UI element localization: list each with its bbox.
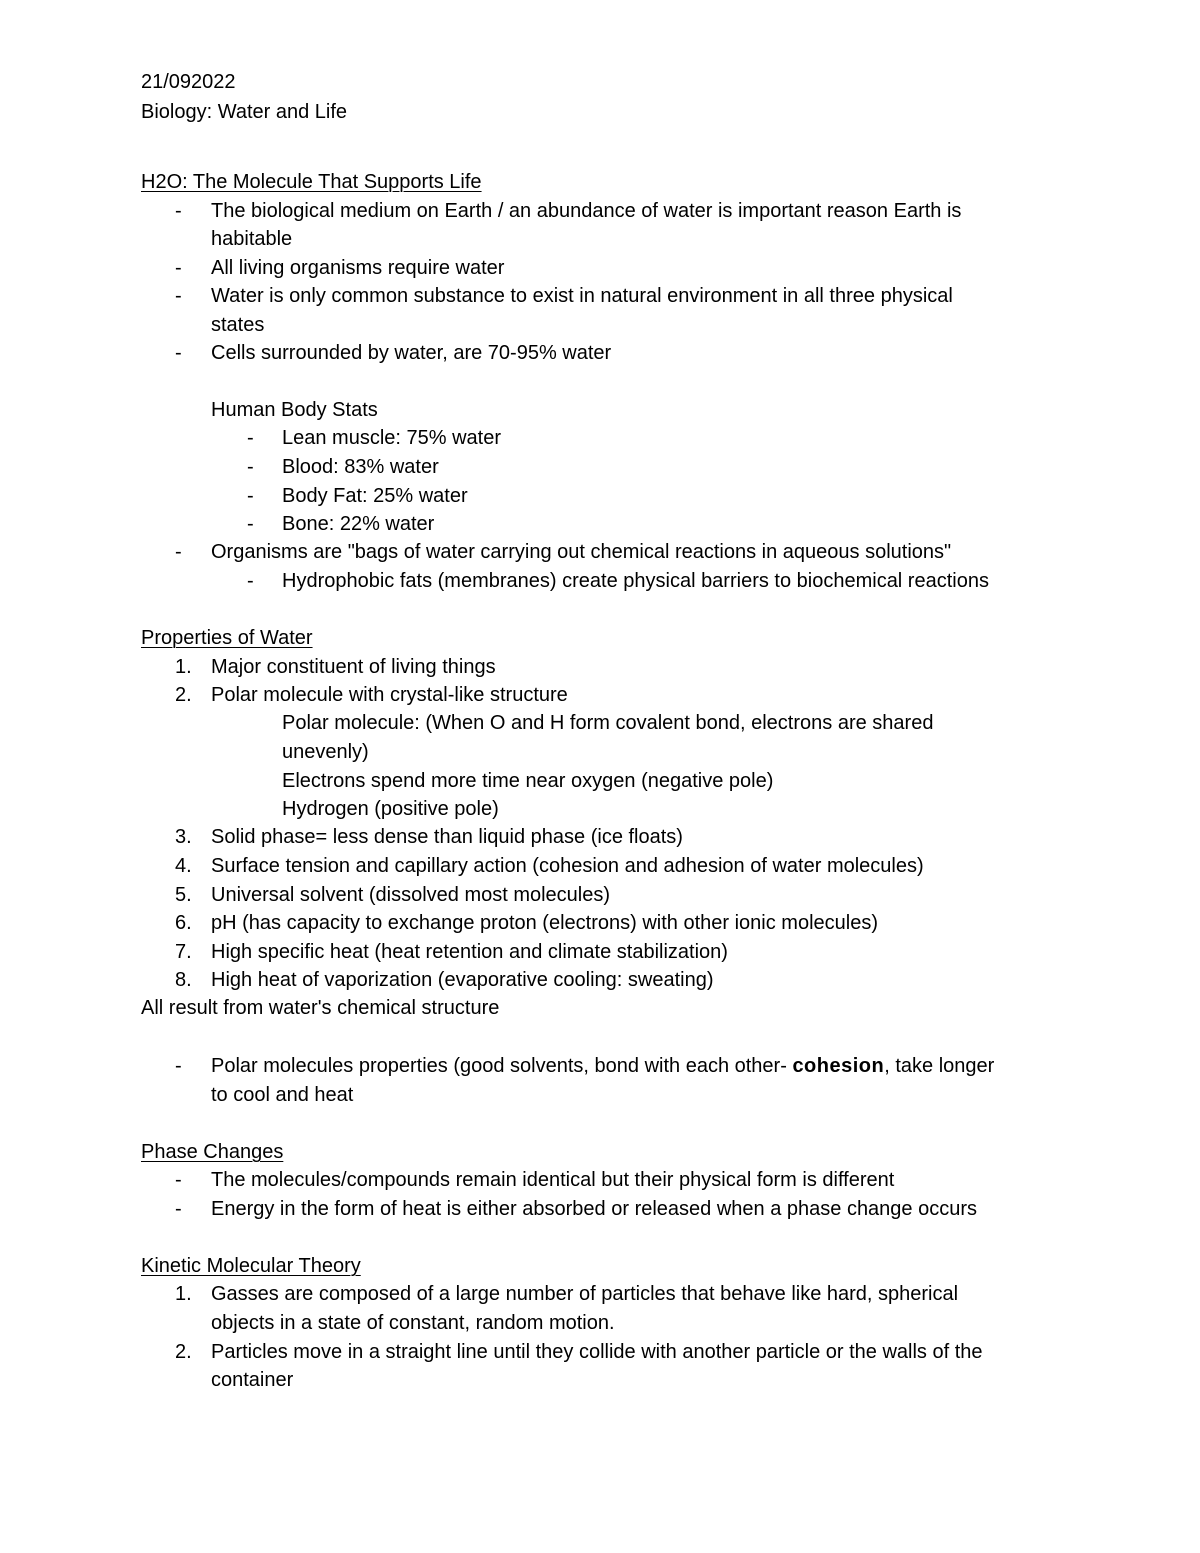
stat-item: Body Fat: 25% water [282, 485, 468, 507]
property-item: pH (has capacity to exchange proton (electrons) with other ionic molecules) [211, 912, 878, 934]
property-item: Polar molecule with crystal-like structure [211, 684, 568, 706]
polar-properties-bullet-cont: to cool and heat [211, 1084, 354, 1106]
organisms-sub-bullet: Hydrophobic fats (membranes) create physical barriers to biochemical reactions [282, 570, 989, 592]
document-title: Biology: Water and Life [141, 101, 348, 123]
bullet-dash: - [175, 257, 182, 279]
list-number: 5. [175, 884, 192, 906]
polar-note: unevenly) [282, 741, 369, 763]
polar-note: Polar molecule: (When O and H form covalent bond, electrons are shared [282, 712, 934, 734]
list-number: 1. [175, 1283, 192, 1305]
property-item: High specific heat (heat retention and climate stabilization) [211, 941, 728, 963]
phase-heading: Phase Changes [141, 1141, 284, 1163]
polar-properties-bullet [211, 1052, 994, 1081]
bullet-dash: - [247, 570, 254, 592]
h2o-heading: H2O: The Molecule That Supports Life [141, 171, 482, 193]
h2o-bullet-2: All living organisms require water [211, 257, 505, 279]
human-body-stats-label: Human Body Stats [211, 399, 378, 421]
h2o-bullet-3-cont: states [211, 314, 265, 336]
property-item: High heat of vaporization (evaporative cooling: sweating) [211, 969, 714, 991]
list-number: 4. [175, 855, 192, 877]
properties-summary: All result from water's chemical structure [141, 997, 500, 1019]
bullet-dash: - [175, 285, 182, 307]
h2o-bullet-1-cont: habitable [211, 228, 293, 250]
stat-item: Lean muscle: 75% water [282, 427, 502, 449]
property-item: Major constituent of living things [211, 656, 496, 678]
bullet-dash: - [175, 541, 182, 563]
list-number: 1. [175, 656, 192, 678]
property-item: Solid phase= less dense than liquid phase (ice floats) [211, 826, 683, 848]
h2o-bullet-3: Water is only common substance to exist in natural environment in all three physical [211, 285, 953, 307]
bullet-dash: - [175, 342, 182, 364]
kinetic-item: Particles move in a straight line until they collide with another particle or the walls of the [211, 1341, 983, 1363]
list-number: 2. [175, 1341, 192, 1363]
polar-text-after: , take longer [884, 1055, 995, 1077]
kinetic-item-cont: container [211, 1369, 294, 1391]
bullet-dash: - [175, 1198, 182, 1220]
h2o-bullet-4: Cells surrounded by water, are 70-95% water [211, 342, 612, 364]
h2o-bullet-1: The biological medium on Earth / an abundance of water is important reason Earth is [211, 200, 962, 222]
polar-note: Electrons spend more time near oxygen (negative pole) [282, 770, 774, 792]
bullet-dash: - [247, 456, 254, 478]
properties-heading: Properties of Water [141, 627, 313, 649]
bullet-dash: - [175, 1055, 182, 1077]
bullet-dash: - [175, 1169, 182, 1191]
phase-bullet: Energy in the form of heat is either absorbed or released when a phase change occurs [211, 1198, 978, 1220]
list-number: 3. [175, 826, 192, 848]
property-item: Universal solvent (dissolved most molecules) [211, 884, 611, 906]
bullet-dash: - [247, 427, 254, 449]
organisms-bullet: Organisms are "bags of water carrying out chemical reactions in aqueous solutions" [211, 541, 952, 563]
stat-item: Bone: 22% water [282, 513, 435, 535]
cohesion-bold: cohesion [792, 1055, 885, 1077]
stat-item: Blood: 83% water [282, 456, 439, 478]
list-number: 2. [175, 684, 192, 706]
kinetic-item-cont: objects in a state of constant, random motion. [211, 1312, 615, 1334]
bullet-dash: - [247, 513, 254, 535]
bullet-dash: - [247, 485, 254, 507]
bullet-dash: - [175, 200, 182, 222]
kinetic-heading: Kinetic Molecular Theory [141, 1255, 361, 1277]
list-number: 8. [175, 969, 192, 991]
date-line: 21/092022 [141, 71, 236, 93]
phase-bullet: The molecules/compounds remain identical but their physical form is different [211, 1169, 895, 1191]
polar-text-before: Polar molecules properties (good solvents, bond with each other- [211, 1055, 793, 1077]
list-number: 7. [175, 941, 192, 963]
polar-note: Hydrogen (positive pole) [282, 798, 499, 820]
kinetic-item: Gasses are composed of a large number of particles that behave like hard, spherical [211, 1283, 959, 1305]
property-item: Surface tension and capillary action (cohesion and adhesion of water molecules) [211, 855, 924, 877]
list-number: 6. [175, 912, 192, 934]
